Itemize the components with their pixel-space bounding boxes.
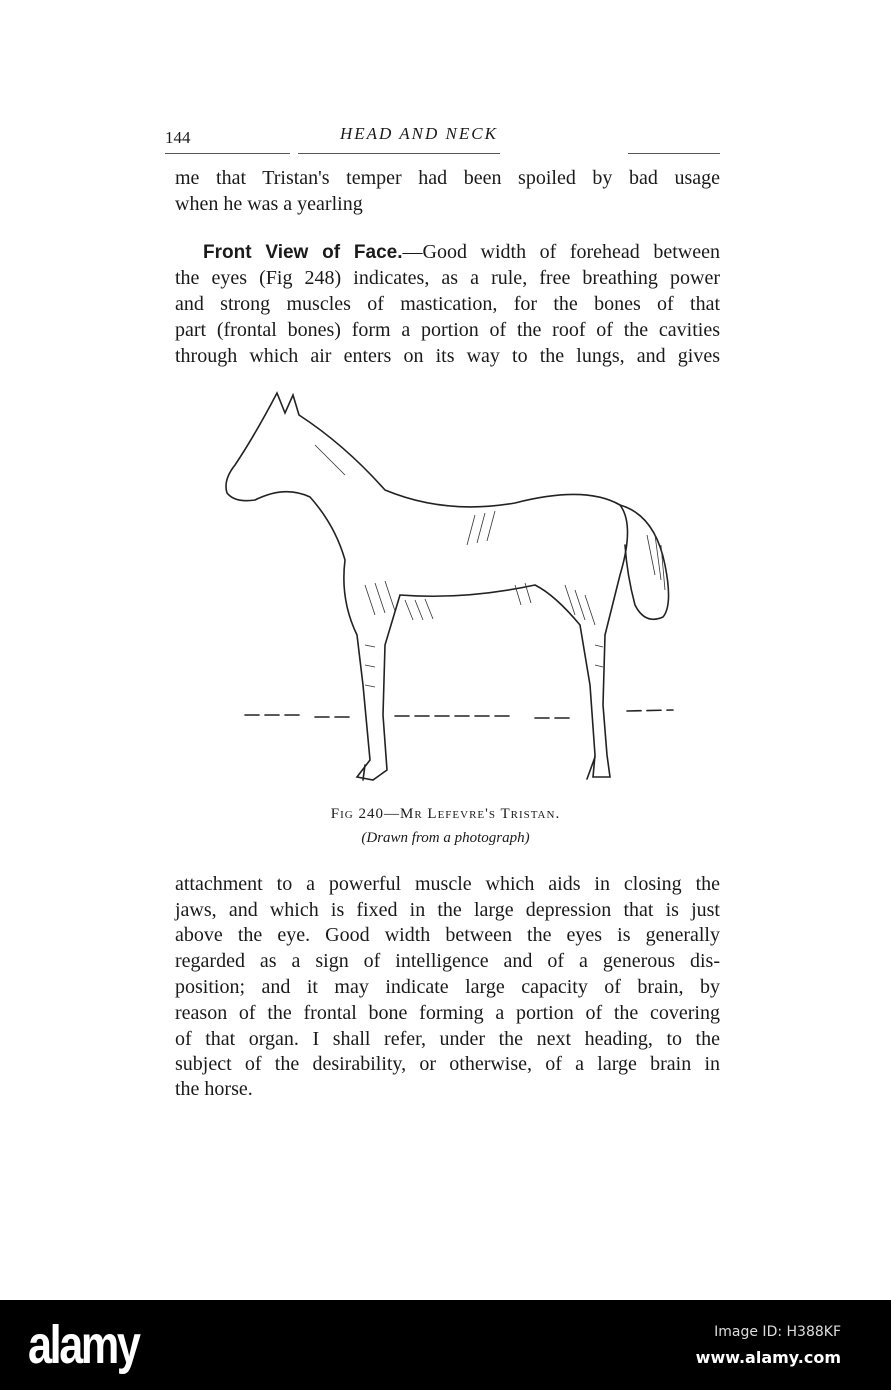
text-line: when he was a yearling bbox=[175, 193, 363, 215]
header-rule bbox=[628, 153, 720, 154]
text-line: through which air enters on its way to the lungs, and gives bbox=[175, 345, 720, 367]
section-heading: Front View of Face. bbox=[203, 242, 403, 263]
text-line: and strong muscles of mastication, for the bones of that bbox=[175, 293, 720, 315]
text-line: regarded as a sign of intelligence and of a generous dis- bbox=[175, 950, 720, 972]
text-span: —Good width of forehead between bbox=[402, 241, 720, 263]
page-number: 144 bbox=[165, 128, 191, 147]
alamy-logo: alamy bbox=[28, 1315, 139, 1375]
horse-illustration bbox=[215, 385, 685, 795]
text-line: position; and it may indicate large capacity of brain, by bbox=[175, 976, 720, 998]
header-rule bbox=[165, 153, 290, 154]
figure-caption: Fig 240—Mr Lefevre's Tristan. bbox=[330, 806, 561, 822]
image-id: Image ID: H388KF bbox=[714, 1324, 841, 1340]
site-url: www.alamy.com bbox=[695, 1348, 841, 1367]
text-line: jaws, and which is fixed in the large depression that is just bbox=[175, 899, 720, 921]
text-line: of that organ. I shall refer, under the next heading, to the bbox=[175, 1028, 720, 1050]
running-head: HEAD AND NECK bbox=[340, 124, 498, 143]
watermark-bar bbox=[0, 1300, 891, 1390]
text-line: reason of the frontal bone forming a portion of the covering bbox=[175, 1002, 720, 1024]
text-line: subject of the desirability, or otherwise, of a large brain in bbox=[175, 1053, 720, 1075]
text-line: above the eye. Good width between the eyes is generally bbox=[175, 924, 720, 946]
header-rule bbox=[298, 153, 500, 154]
figure-subcaption: (Drawn from a photograph) bbox=[361, 830, 530, 846]
text-line: the horse. bbox=[175, 1078, 253, 1100]
text-line: me that Tristan's temper had been spoiled by bad usage bbox=[175, 167, 720, 189]
text-line: part (frontal bones) form a portion of the roof of the cavities bbox=[175, 319, 720, 341]
text-line: attachment to a powerful muscle which aids in closing the bbox=[175, 873, 720, 895]
text-line: the eyes (Fig 248) indicates, as a rule, free breathing power bbox=[175, 267, 720, 289]
text-line bbox=[203, 240, 720, 265]
